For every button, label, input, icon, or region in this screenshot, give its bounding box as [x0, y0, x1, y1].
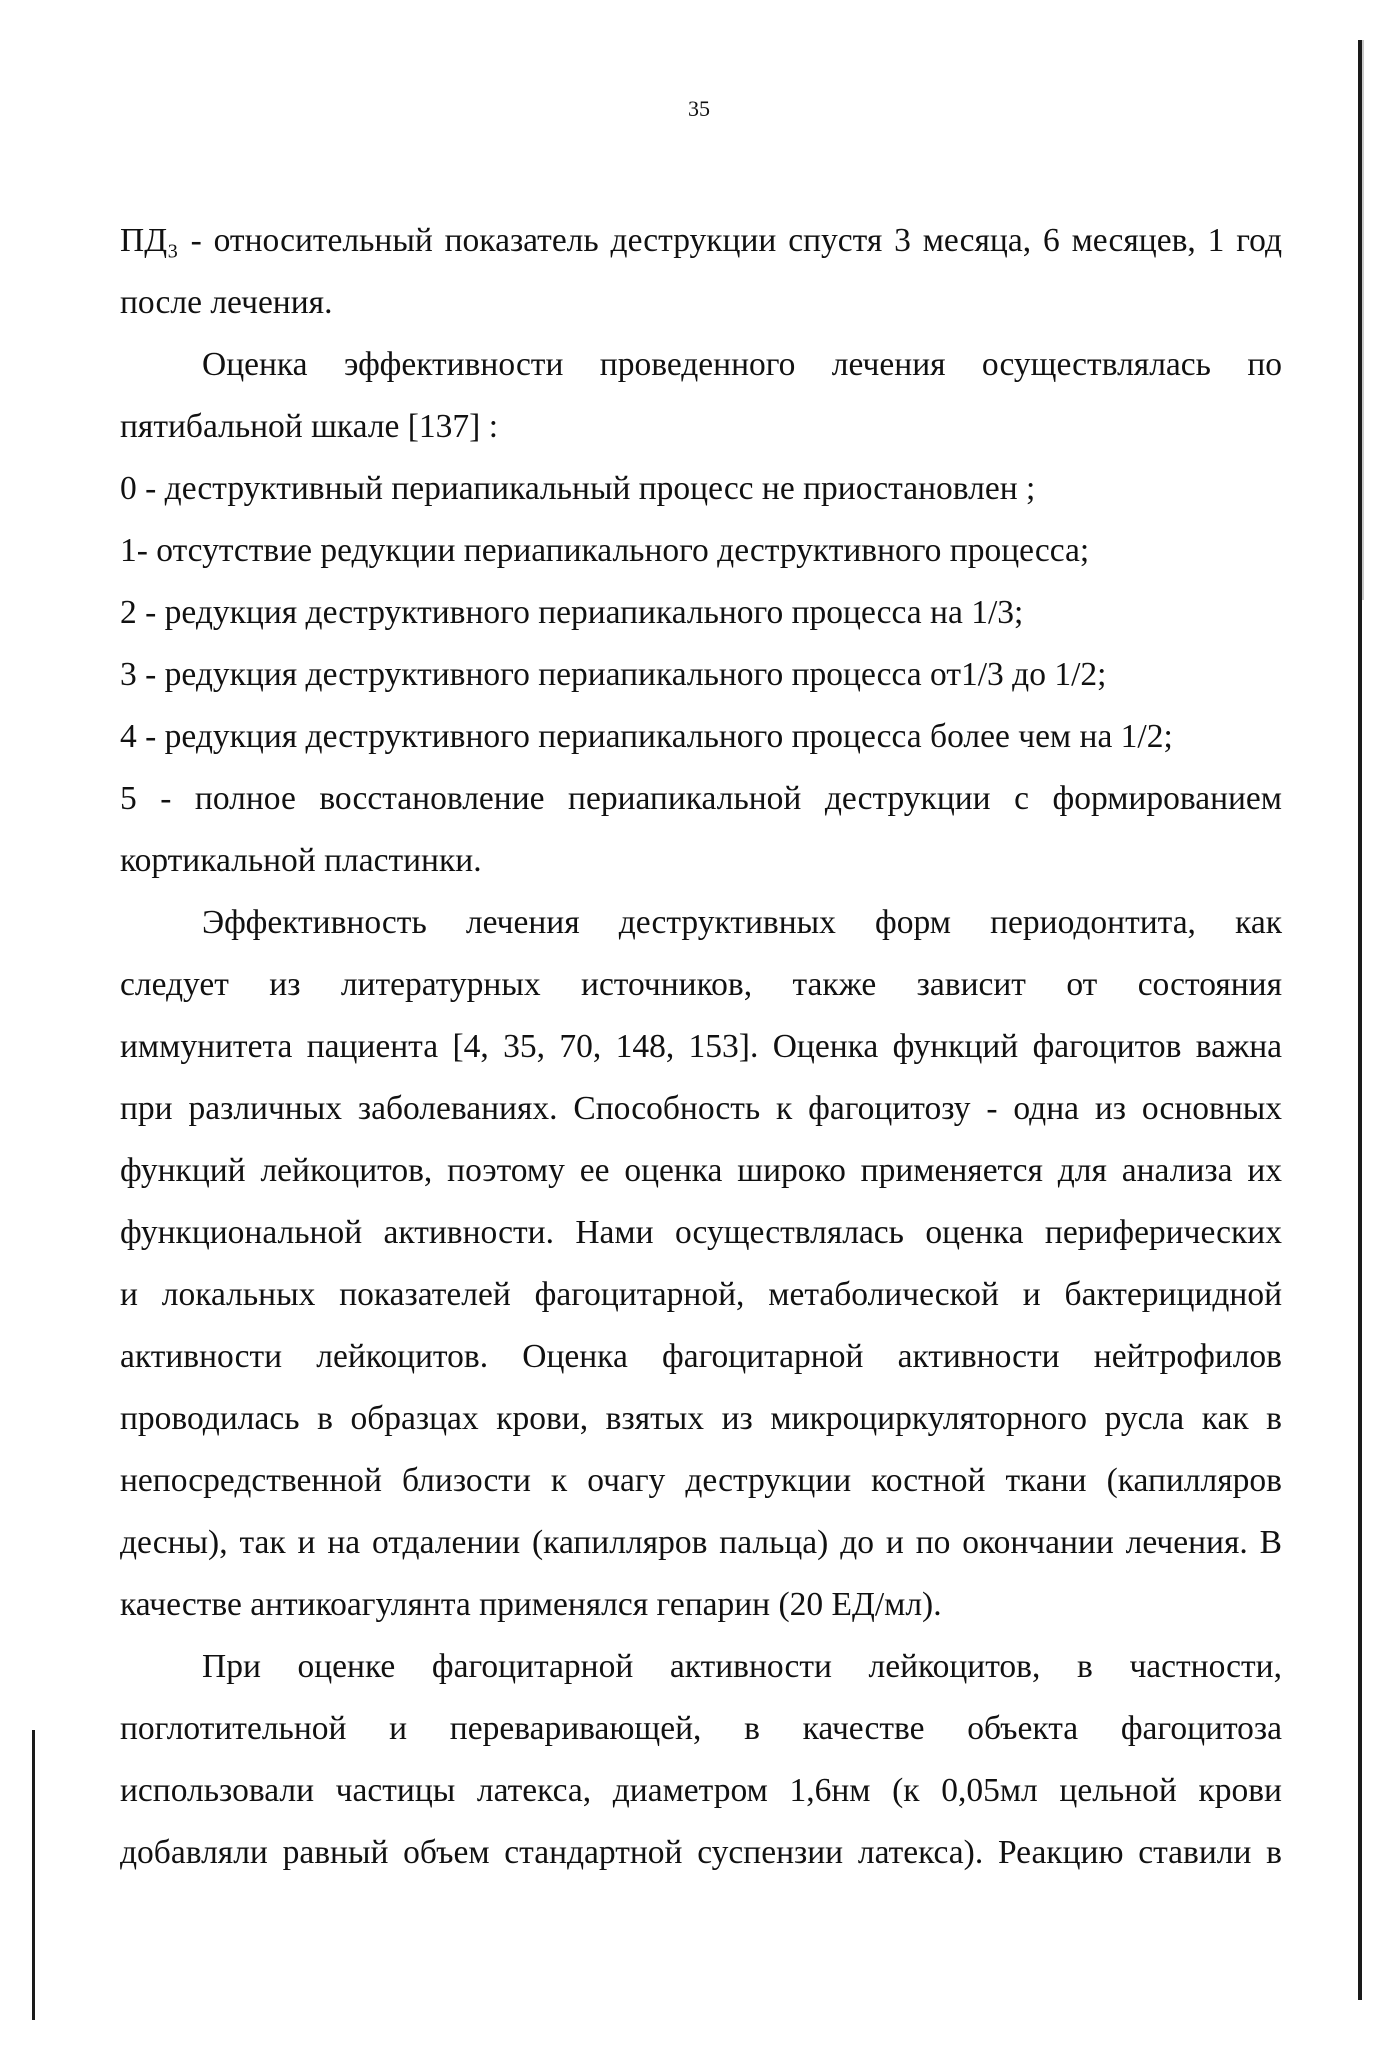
- text-line: следует из литературных источников, также зависит от состояния: [120, 966, 1282, 1003]
- scale-item: 5 - полное восстановление периапикальной деструкции с формированием: [120, 780, 1282, 817]
- text-line: при различных заболеваниях. Способность к фагоцитозу - одна из основных: [120, 1090, 1282, 1127]
- page-number: 35: [688, 96, 710, 121]
- scale-item: 2 - редукция деструктивного периапикального процесса на 1/3;: [120, 594, 1024, 631]
- text-line: после лечения.: [120, 284, 333, 321]
- text-line: и локальных показателей фагоцитарной, метаболической и бактерицидной: [120, 1276, 1282, 1313]
- text-line: непосредственной близости к очагу деструкции костной ткани (капилляров: [120, 1462, 1282, 1499]
- text-line: Оценка эффективности проведенного лечения осуществлялась по: [202, 346, 1282, 383]
- text-line: проводилась в образцах крови, взятых из микроциркуляторного русла как в: [120, 1400, 1282, 1437]
- text-line: Эффективность лечения деструктивных форм периодонтита, как: [202, 904, 1282, 941]
- text-line: ПД₃ - относительный показатель деструкции спустя 3 месяца, 6 месяцев, 1 год: [120, 222, 1282, 259]
- text-line: кортикальной пластинки.: [120, 842, 482, 879]
- scan-edge-left: [32, 1730, 35, 2020]
- text-line: поглотительной и переваривающей, в качестве объекта фагоцитоза: [120, 1710, 1282, 1747]
- scale-item: 4 - редукция деструктивного периапикального процесса более чем на 1/2;: [120, 718, 1173, 755]
- scale-item: 3 - редукция деструктивного периапикального процесса от1/3 до 1/2;: [120, 656, 1107, 693]
- text-line: активности лейкоцитов. Оценка фагоцитарной активности нейтрофилов: [120, 1338, 1282, 1375]
- text-line: качестве антикоагулянта применялся гепарин (20 ЕД/мл).: [120, 1586, 942, 1623]
- text-line: функциональной активности. Нами осуществлялась оценка периферических: [120, 1214, 1282, 1251]
- text-line: добавляли равный объем стандартной суспензии латекса). Реакцию ставили в: [120, 1834, 1282, 1871]
- text-line: использовали частицы латекса, диаметром 1,6нм (к 0,05мл цельной крови: [120, 1772, 1282, 1809]
- text-line: функций лейкоцитов, поэтому ее оценка широко применяется для анализа их: [120, 1152, 1282, 1189]
- scale-item: 1- отсутствие редукции периапикального деструктивного процесса;: [120, 532, 1090, 569]
- text-line: десны), так и на отдалении (капилляров пальца) до и по окончании лечения. В: [120, 1524, 1282, 1561]
- text-line: При оценке фагоцитарной активности лейкоцитов, в частности,: [202, 1648, 1282, 1685]
- document-body: [120, 210, 1282, 1884]
- scan-edge-shadow: [1362, 40, 1364, 600]
- scale-item: 0 - деструктивный периапикальный процесс не приостановлен ;: [120, 470, 1036, 507]
- text-line: иммунитета пациента [4, 35, 70, 148, 153]. Оценка функций фагоцитов важна: [120, 1028, 1282, 1065]
- text-line: пятибальной шкале [137] :: [120, 408, 499, 445]
